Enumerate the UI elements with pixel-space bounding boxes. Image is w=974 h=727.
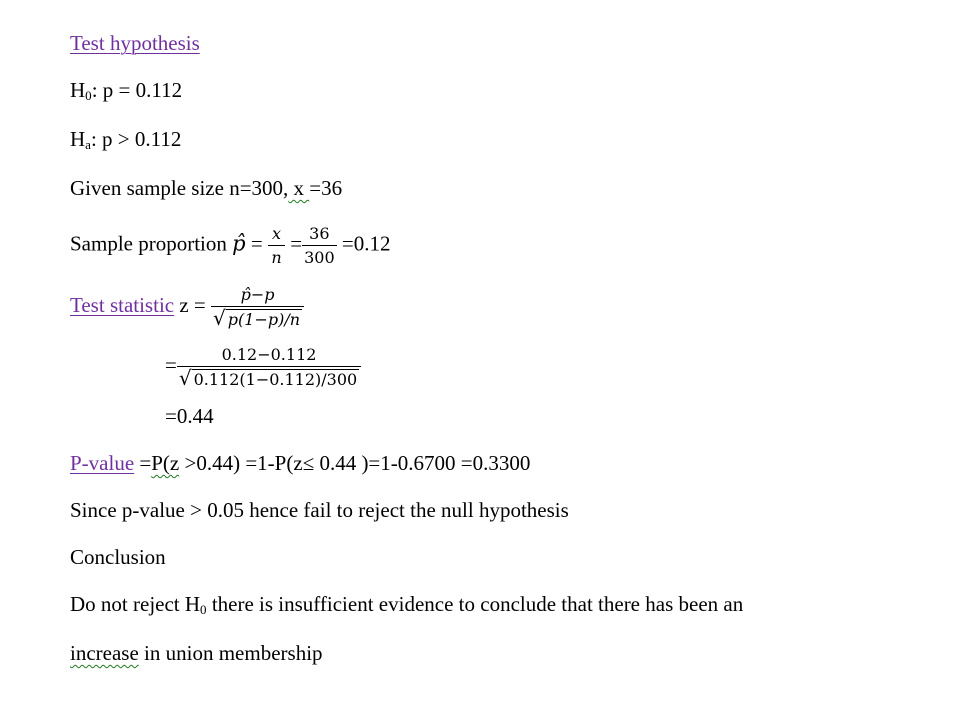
sqrt-symbol: √	[213, 306, 226, 330]
p-value-line	[70, 452, 934, 475]
equals-1: =	[245, 231, 268, 256]
h0-symbol: H	[70, 78, 86, 102]
given-sample-line	[70, 177, 934, 200]
fraction-denominator-300: 300	[304, 248, 335, 267]
decision-line	[70, 499, 934, 522]
calculation-line	[165, 345, 934, 389]
conclusion-heading-line	[70, 546, 934, 569]
h0-statement: : p = 0.112	[91, 78, 183, 102]
given-value: =36	[309, 176, 343, 200]
p-value-computation: >0.44) =1-P(z≤ 0.44 )=1-0.6700 =0.3300	[179, 451, 531, 475]
sample-proportion-result: =0.12	[336, 231, 391, 256]
equals-2: =	[284, 231, 303, 256]
sqrt-symbol: √	[178, 366, 192, 390]
conclusion-rest: in union membership	[138, 641, 323, 665]
phat-symbol: p̂	[232, 231, 246, 256]
sqrt-radicand: p(1−p)/n	[227, 310, 301, 329]
ha-statement: : p > 0.112	[90, 127, 182, 151]
test-statistic-heading: Test statistic	[70, 292, 175, 317]
z-result-value: =0.44	[165, 404, 214, 428]
z-result-line	[165, 405, 934, 428]
heading-test-hypothesis	[70, 32, 934, 55]
p-value-flagged: P(z	[151, 451, 180, 475]
test-hypothesis-heading: Test hypothesis	[70, 31, 200, 55]
conclusion-sentence-line2	[70, 642, 934, 665]
calculation-fraction	[177, 345, 361, 389]
conclusion-post: there is insufficient evidence to conclude that there has been an	[206, 592, 744, 616]
fraction-numerator-x: x	[268, 224, 285, 246]
test-statistic-denominator	[211, 307, 304, 329]
h0-subscript: 0	[200, 602, 207, 618]
sqrt-radicand: 0.112(1−0.112)/300	[193, 370, 358, 389]
fraction-denominator-n: n	[271, 248, 282, 267]
h0-subscript: 0	[85, 88, 92, 104]
p-value-equals: =	[134, 451, 152, 475]
sample-proportion-label: Sample proportion	[70, 231, 233, 256]
conclusion-sentence-line1	[70, 593, 934, 618]
test-statistic-numerator: p̂−p	[211, 285, 304, 307]
p-value-heading: P-value	[70, 451, 135, 475]
z-equals: z =	[174, 292, 212, 317]
ha-symbol: H	[70, 127, 86, 151]
null-hypothesis-line	[70, 79, 934, 104]
conclusion-pre: Do not reject H	[70, 592, 201, 616]
fraction-x-over-n	[268, 224, 285, 267]
decision-text: Since p-value > 0.05 hence fail to reject the null hypothesis	[70, 498, 569, 522]
given-x-flagged: x	[288, 176, 310, 200]
ha-subscript: a	[85, 137, 91, 153]
conclusion-label: Conclusion	[70, 545, 166, 569]
calculation-numerator: 0.12−0.112	[177, 345, 361, 367]
test-statistic-fraction	[211, 285, 304, 329]
test-statistic-line	[70, 285, 934, 329]
calc-equals: =	[165, 352, 177, 377]
given-text: Given sample size n=300,	[70, 176, 289, 200]
increase-flagged-word: increase	[70, 641, 139, 665]
calculation-denominator	[177, 367, 361, 389]
fraction-numerator-36: 36	[302, 224, 337, 246]
alt-hypothesis-line	[70, 128, 934, 153]
fraction-36-over-300	[302, 224, 337, 267]
sample-proportion-line	[70, 224, 934, 267]
